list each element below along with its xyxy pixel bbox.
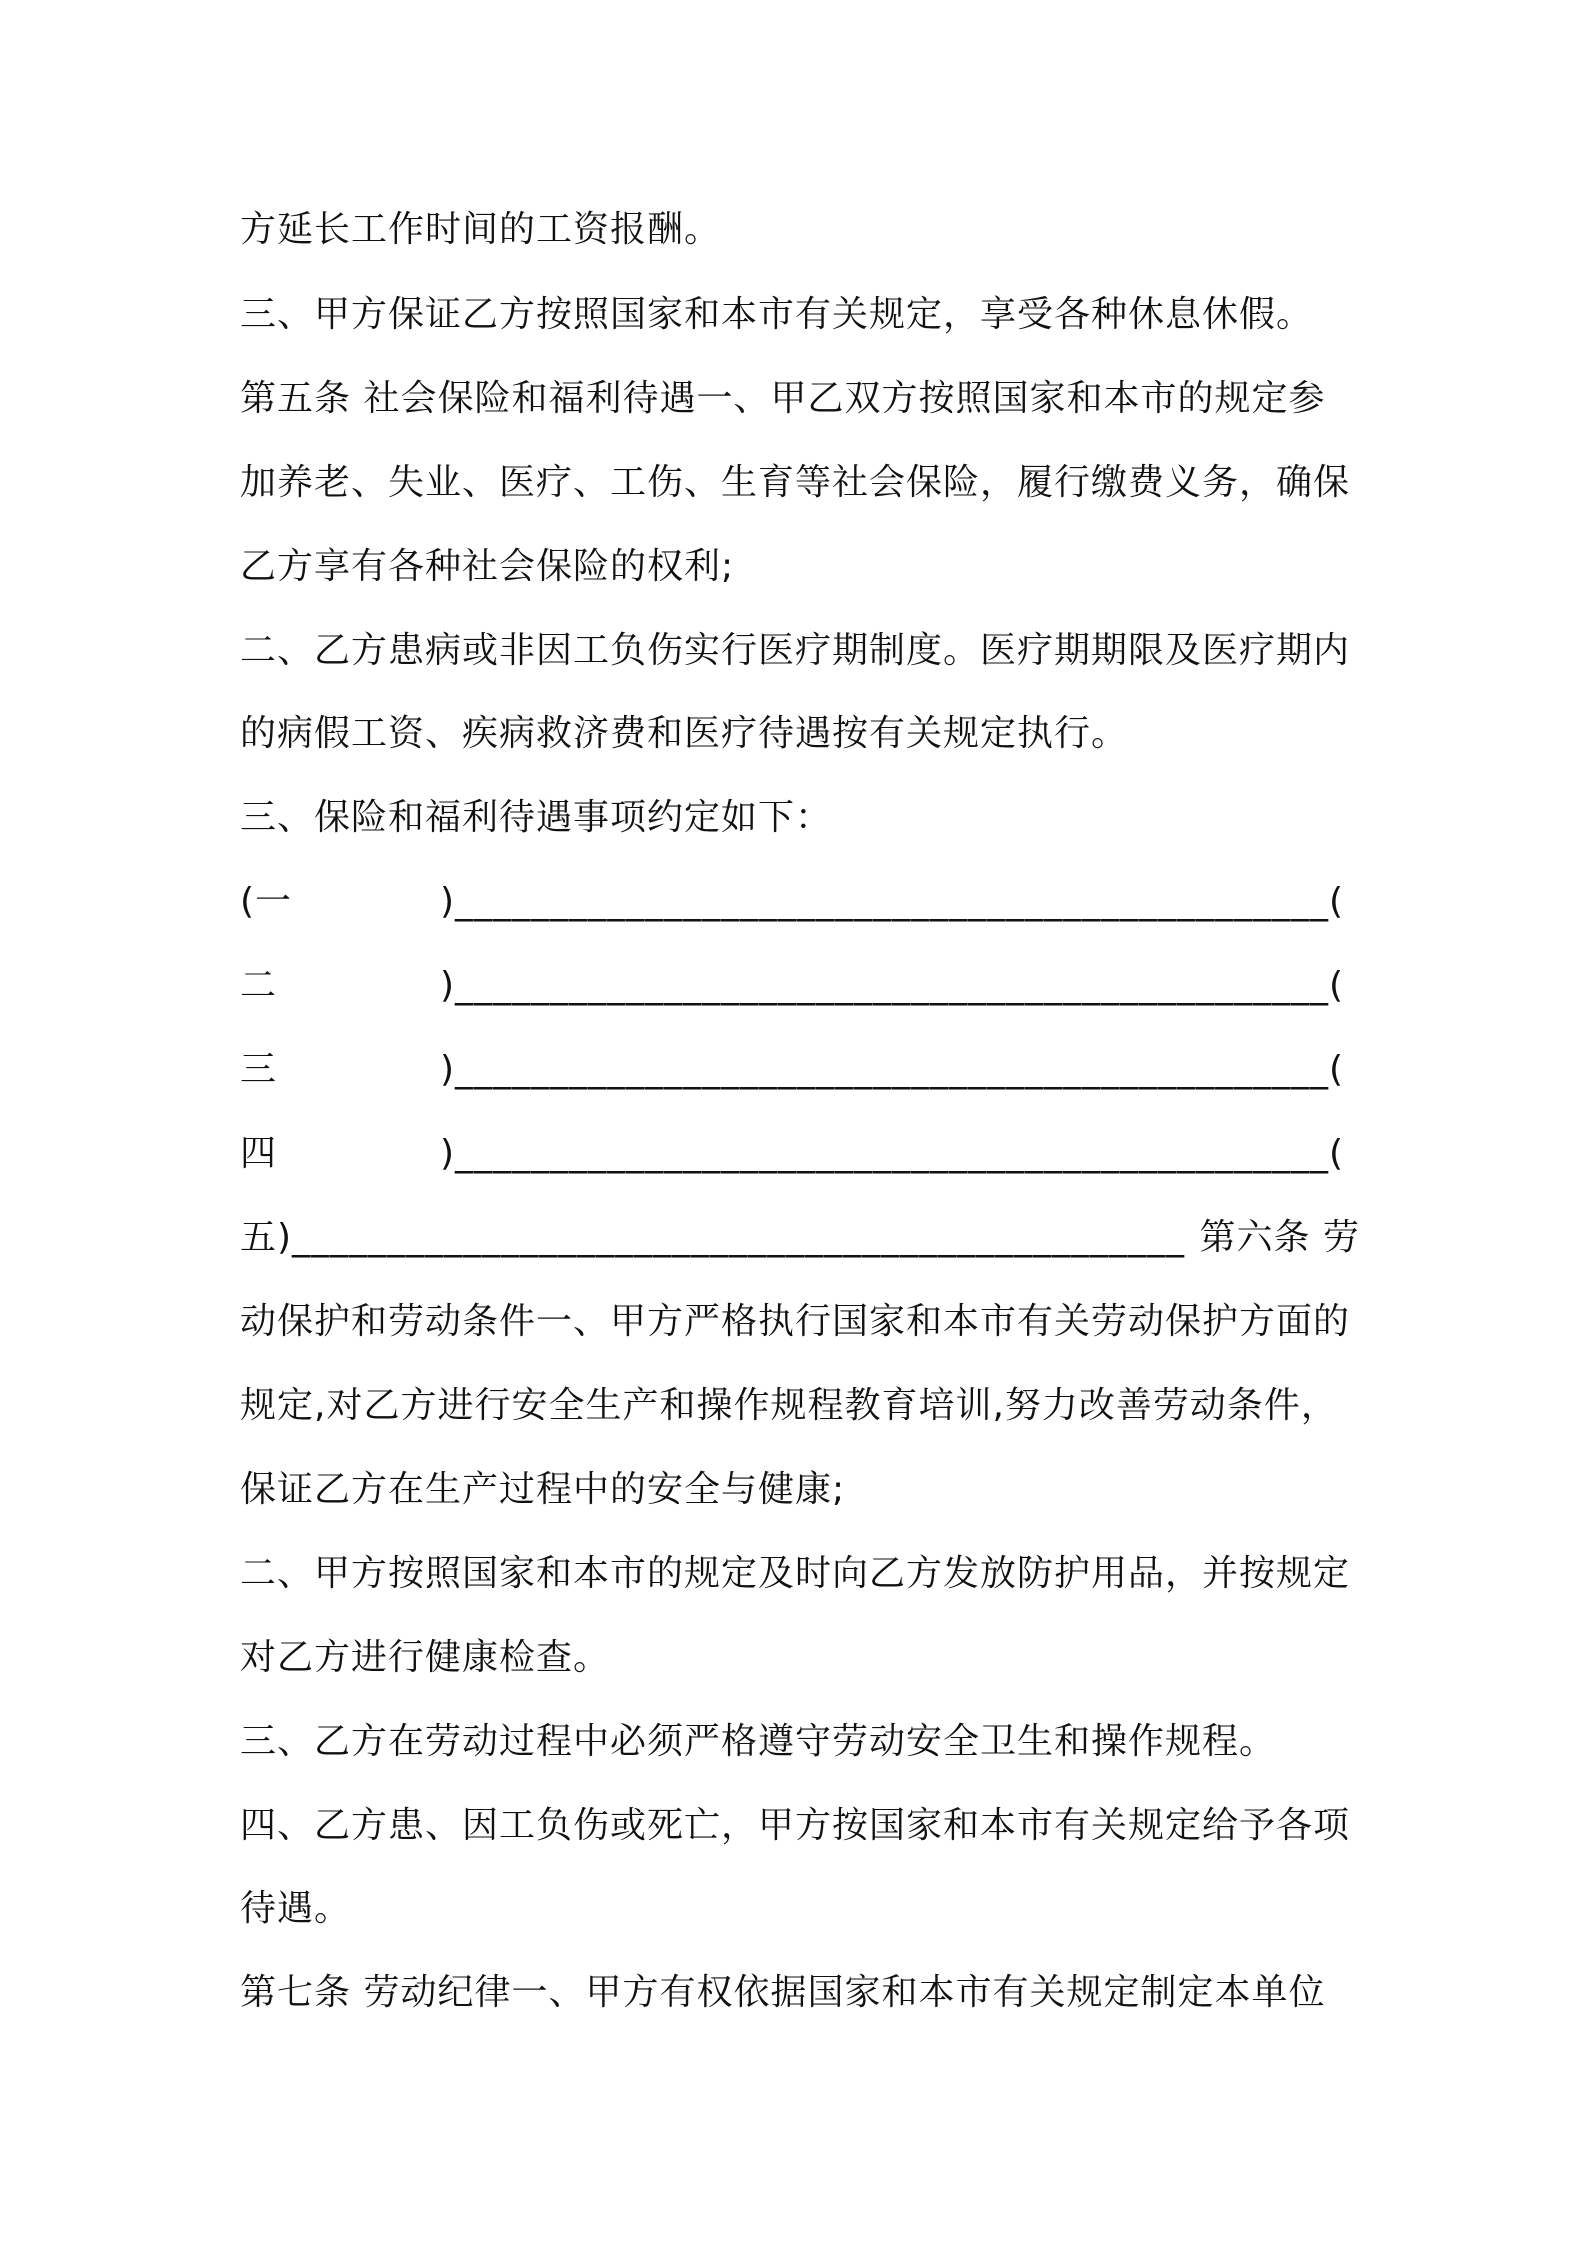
text-line: 方延长工作时间的工资报酬。 — [240, 209, 722, 250]
text-line: 二、甲方按照国家和本市的规定及时向乙方发放防护用品，并按规定 — [240, 1553, 1351, 1594]
fill-in-row — [240, 1112, 1360, 1196]
text-line: 二、乙方患病或非因工负伤实行医疗期制度。医疗期期限及医疗期内 — [240, 630, 1351, 671]
fill-in-row — [240, 860, 1360, 944]
fill-in-row — [240, 944, 1360, 1028]
fill-in-blank: )______________________________________________( — [440, 1133, 1345, 1174]
text-line: 第五条 社会保险和福利待遇一、甲乙双方按照国家和本市的规定参 — [240, 378, 1326, 419]
fill-in-row — [240, 1196, 1360, 1280]
text-line: 乙方享有各种社会保险的权利; — [240, 546, 735, 587]
fill-in-label: 四 — [240, 1133, 278, 1174]
text-line: 三、甲方保证乙方按照国家和本市有关规定，享受各种休息休假。 — [240, 294, 1314, 335]
fill-in-blank: 五)_______________________________________________ — [240, 1217, 1186, 1258]
text-line: 对乙方进行健康检查。 — [240, 1637, 611, 1678]
section-heading-start: 第六条 劳 — [1199, 1217, 1360, 1258]
text-line: 第七条 劳动纪律一、甲方有权依据国家和本市有关规定制定本单位 — [240, 1972, 1326, 2013]
fill-in-blank: )______________________________________________( — [440, 881, 1345, 922]
text-line: 三、乙方在劳动过程中必须严格遵守劳动安全卫生和操作规程。 — [240, 1721, 1277, 1762]
fill-in-label: 三 — [240, 1049, 278, 1090]
text-line: 加养老、失业、医疗、工伤、生育等社会保险，履行缴费义务，确保 — [240, 462, 1351, 503]
fill-in-label: 二 — [240, 965, 278, 1006]
fill-in-row — [240, 1028, 1360, 1112]
text-line: 四、乙方患、因工负伤或死亡，甲方按国家和本市有关规定给予各项 — [240, 1805, 1351, 1846]
text-line: 规定,对乙方进行安全生产和操作规程教育培训,努力改善劳动条件， — [240, 1385, 1338, 1426]
fill-in-blank: )______________________________________________( — [440, 1049, 1345, 1090]
fill-in-blank: )______________________________________________( — [440, 965, 1345, 1006]
text-line: 动保护和劳动条件一、甲方严格执行国家和本市有关劳动保护方面的 — [240, 1301, 1351, 1342]
text-line: 的病假工资、疾病救济费和医疗待遇按有关规定执行。 — [240, 713, 1129, 754]
fill-in-label: (一 — [240, 881, 293, 922]
text-line: 保证乙方在生产过程中的安全与健康; — [240, 1469, 846, 1510]
text-line: 三、保险和福利待遇事项约定如下： — [240, 797, 833, 838]
text-line: 待遇。 — [240, 1888, 352, 1929]
